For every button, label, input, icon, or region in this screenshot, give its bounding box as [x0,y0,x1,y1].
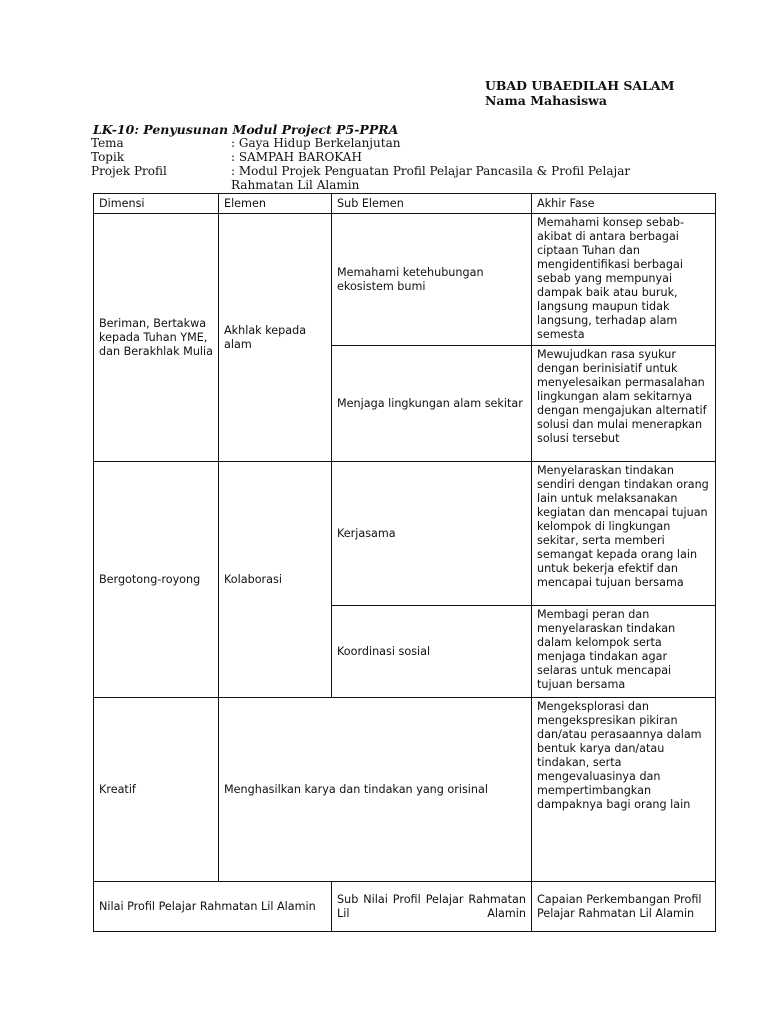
header-akhir-fase: Akhir Fase [532,194,716,214]
table-footer-row [94,882,716,932]
field-value: : SAMPAH BAROKAH [231,150,362,164]
footer-capaian: Capaian Perkembangan Profil Pelajar Rahmatan Lil Alamin [532,882,716,932]
dimensi-cell: Kreatif [94,698,219,882]
sub-elemen-cell: Memahami ketehubungan ekosistem bumi [332,214,532,346]
field-label: Topik [91,150,125,164]
dimensi-cell: Bergotong-royong [94,462,219,698]
akhir-fase-cell: Mewujudkan rasa syukur dengan berinisiatif untuk menyelesaikan permasalahan lingkungan alam sekitarnya dengan mengajukan alternatif solusi dan mulai menerapkan solusi tersebut [532,346,716,462]
akhir-fase-cell: Menyelaraskan tindakan sendiri dengan tindakan orang lain untuk melaksanakan kegiatan dan mencapai tujuan kelompok di lingkungan sekitar, serta memberi semangat kepada orang lain untuk bekerja efektif dan mencapai tujuan bersama [532,462,716,606]
field-value: : Gaya Hidup Berkelanjutan [231,136,401,150]
elemen-cell: Akhlak kepada alam [219,214,332,462]
profile-table [93,193,716,932]
akhir-fase-cell: Membagi peran dan menyelaraskan tindakan dalam kelompok serta menjaga tindakan agar selaras untuk mencapai tujuan bersama [532,606,716,698]
table-row [94,214,716,346]
table-header-row [94,194,716,214]
document-title: LK-10: Penyusunan Modul Project P5-PPRA [93,122,399,137]
author-role: Nama Mahasiswa [485,93,608,108]
table-row [94,462,716,606]
elemen-cell: Menghasilkan karya dan tindakan yang orisinal [219,698,532,882]
dimensi-cell: Beriman, Bertakwa kepada Tuhan YME, dan Berakhlak Mulia [94,214,219,462]
footer-nilai-profil: Nilai Profil Pelajar Rahmatan Lil Alamin [94,882,332,932]
header-sub-elemen: Sub Elemen [332,194,532,214]
field-value: : Modul Projek Penguatan Profil Pelajar Pancasila & Profil Pelajar Rahmatan Lil Alamin [231,164,631,192]
akhir-fase-cell: Mengeksplorasi dan mengekspresikan pikiran dan/atau perasaannya dalam bentuk karya dan/atau tindakan, serta mengevaluasinya dan mempertimbangkan dampaknya bagi orang lain [532,698,716,882]
table-row [94,698,716,882]
header-dimensi: Dimensi [94,194,219,214]
akhir-fase-cell: Memahami konsep sebab-akibat di antara berbagai ciptaan Tuhan dan mengidentifikasi berbagai sebab yang mempunyai dampak baik atau buruk, langsung maupun tidak langsung, terhadap alam semesta [532,214,716,346]
field-label: Projek Profil [91,164,167,178]
footer-sub-nilai: Sub Nilai Profil Pelajar Rahmatan Lil Alamin [332,882,532,932]
sub-elemen-cell: Menjaga lingkungan alam sekitar [332,346,532,462]
header-elemen: Elemen [219,194,332,214]
elemen-cell: Kolaborasi [219,462,332,698]
author-block [485,78,674,108]
sub-elemen-cell: Kerjasama [332,462,532,606]
field-label: Tema [91,136,124,150]
author-name: UBAD UBAEDILAH SALAM [485,78,675,93]
sub-elemen-cell: Koordinasi sosial [332,606,532,698]
